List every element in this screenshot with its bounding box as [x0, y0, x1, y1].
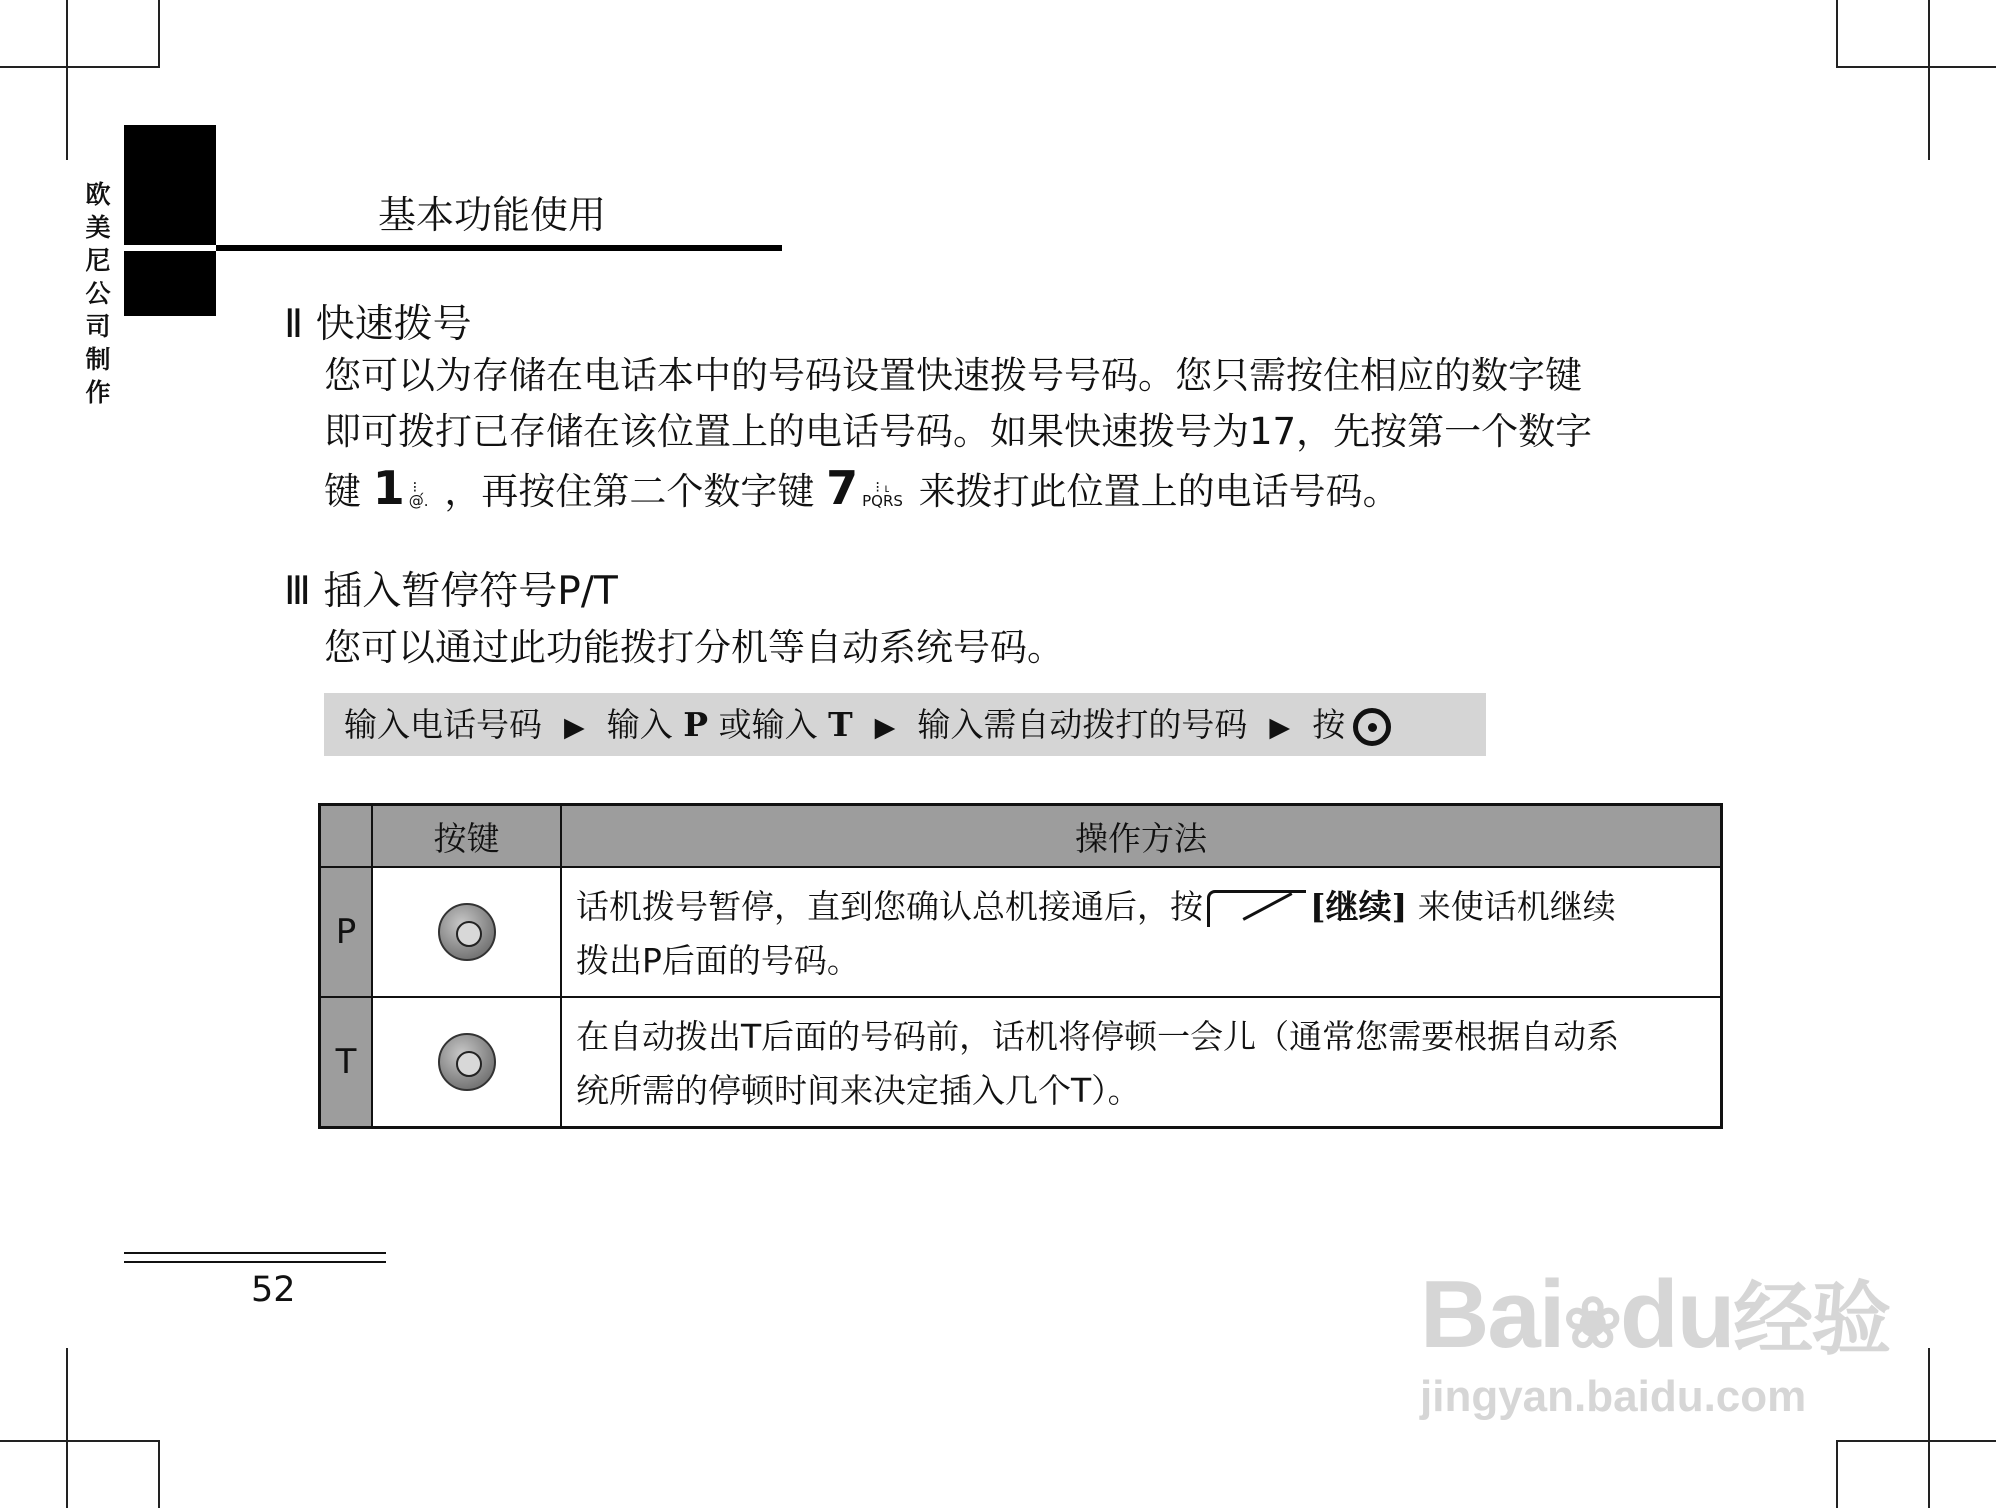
continue-label: [继续]	[1310, 887, 1408, 926]
desc-text: 统所需的停顿时间来决定插入几个T）。	[576, 1071, 1141, 1110]
para-text: ，再按住第二个数字键	[444, 470, 815, 513]
key-1-icon: ⁝ˏ @.	[408, 477, 429, 510]
desc-text: 来使话机继续	[1417, 887, 1616, 926]
key-7-icon: ⁝ ˪ PQRS	[862, 477, 903, 510]
crop-mark	[158, 0, 160, 68]
side-block-bottom	[124, 251, 216, 316]
side-block-top	[124, 125, 216, 245]
page-number: 52	[251, 1270, 296, 1310]
section-marker: Ⅱ	[284, 302, 304, 347]
flow-step: 或输入	[718, 705, 818, 744]
row-letter: P	[320, 867, 373, 997]
crop-mark	[1836, 1440, 1838, 1508]
watermark-brand2: du	[1620, 1261, 1734, 1368]
key-7-letters: PQRS	[862, 491, 903, 510]
procedure-flow-bar	[324, 693, 1486, 756]
flow-p: P	[683, 705, 709, 744]
sidebar-char: 司	[85, 312, 111, 341]
flow-arrow-icon: ▶	[1269, 712, 1291, 743]
flow-arrow-icon: ▶	[564, 712, 585, 743]
row-letter: T	[320, 997, 373, 1128]
footer-rule	[124, 1252, 386, 1254]
nav-key-icon	[438, 1033, 496, 1091]
crop-mark	[0, 1440, 160, 1442]
ok-key-icon	[1353, 708, 1391, 746]
table-row	[320, 867, 1722, 997]
sidebar-char: 公	[85, 279, 111, 308]
footer-rule	[124, 1261, 386, 1263]
sidebar-char: 欧	[85, 180, 111, 209]
desc-text: 拨出P后面的号码。	[576, 941, 860, 980]
desc-text: 在自动拨出T后面的号码前，话机将停顿一会儿（通常您需要根据自动系	[576, 1017, 1620, 1056]
row-key-cell	[372, 867, 561, 997]
key-1-letters: @.	[408, 491, 429, 510]
crop-mark	[1836, 66, 1996, 68]
crop-mark	[66, 0, 68, 160]
flow-step: 按	[1312, 705, 1346, 744]
section-title-text: 快速拨号	[315, 302, 472, 347]
flow-t: T	[828, 705, 853, 744]
pause-intro: 您可以通过此功能拨打分机等自动系统号码。	[324, 626, 1064, 669]
page-header-title: 基本功能使用	[378, 193, 607, 237]
flow-arrow-icon: ▶	[874, 712, 896, 743]
section-pause-title	[284, 560, 618, 616]
row-key-cell	[372, 997, 561, 1128]
crop-mark	[1928, 0, 1930, 160]
sidebar-char: 美	[85, 213, 111, 242]
section-marker: Ⅲ	[284, 569, 311, 614]
crop-mark	[1928, 1348, 1930, 1508]
key-7-label: 7	[826, 461, 859, 515]
watermark-url: jingyan.baidu.com	[1420, 1372, 1807, 1421]
left-softkey-icon	[1207, 890, 1306, 927]
flow-step: 输入需自动拨打的号码	[917, 705, 1248, 744]
row-description	[561, 867, 1722, 997]
section-quick-dial-title	[284, 293, 472, 349]
sidebar-char: 作	[85, 378, 111, 407]
crop-mark	[1836, 0, 1838, 68]
crop-mark	[66, 1348, 68, 1508]
table-header-cell: 操作方法	[561, 805, 1722, 868]
table-header-row	[320, 805, 1722, 868]
desc-text: 话机拨号暂停，直到您确认总机接通后，按	[576, 887, 1203, 926]
flow-step: 输入电话号码	[344, 705, 542, 744]
header-underline	[216, 245, 782, 251]
nav-key-icon	[438, 903, 496, 961]
key-1-label: 1	[372, 461, 405, 515]
operations-table	[318, 803, 1723, 1129]
crop-mark	[0, 66, 160, 68]
sidebar-char: 尼	[85, 246, 111, 275]
para-line: 您可以为存储在电话本中的号码设置快速拨号号码。您只需按住相应的数字键	[324, 354, 1582, 397]
sidebar-vertical-text	[84, 178, 112, 409]
sidebar-char: 制	[85, 345, 111, 374]
table-header-cell	[320, 805, 373, 868]
para-line: 即可拨打已存储在该位置上的电话号码。如果快速拨号为17，先按第一个数字	[324, 410, 1593, 453]
watermark-brand-cn: 经验	[1733, 1275, 1890, 1364]
paw-icon: ❀	[1563, 1284, 1621, 1362]
quick-dial-paragraph	[324, 348, 1724, 520]
row-description	[561, 997, 1722, 1128]
watermark-logo	[1420, 1255, 1889, 1370]
table-row	[320, 997, 1722, 1128]
para-text: 来拨打此位置上的电话号码。	[918, 470, 1400, 513]
crop-mark	[1836, 1440, 1996, 1442]
para-line	[324, 460, 1724, 520]
para-text: 键	[324, 470, 361, 513]
flow-step: 输入	[606, 705, 673, 744]
section-title-text: 插入暂停符号P/T	[323, 569, 618, 614]
watermark-brand: Bai	[1420, 1261, 1564, 1368]
crop-mark	[158, 1440, 160, 1508]
table-header-cell: 按键	[372, 805, 561, 868]
